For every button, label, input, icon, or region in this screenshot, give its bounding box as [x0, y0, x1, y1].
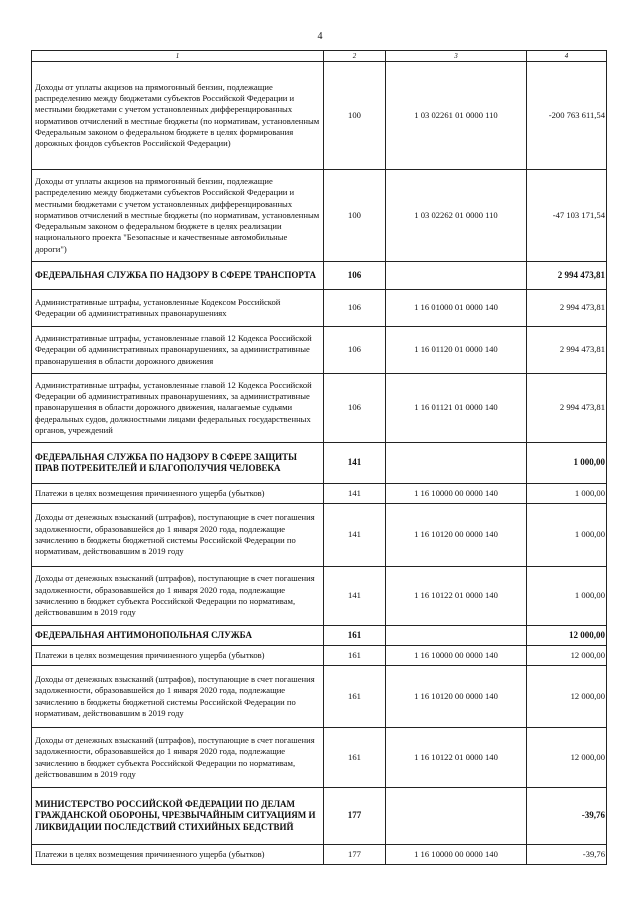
column-header-1: 1: [32, 51, 324, 62]
table-row: [32, 62, 607, 170]
amount-cell: 2 994 473,81: [527, 327, 607, 374]
admin-code-cell: 141: [324, 567, 386, 626]
description-cell: Доходы от уплаты акцизов на прямогонный бензин, подлежащие распределению между бюджетами субъектов Российской Федерации и местными бюджетами с учетом установленных дифференцированных нормативов отчислений в местные бюджеты (по нормативам, установленным Федеральным законом о федеральном бюджете в целях формирования дорожных фондов субъектов Российской Федерации): [32, 62, 324, 170]
classification-code-cell: 1 16 01000 01 0000 140: [386, 290, 527, 327]
agency-row: [32, 626, 607, 646]
amount-cell: 2 994 473,81: [527, 374, 607, 443]
column-number-header-row: [32, 51, 607, 62]
classification-code-cell: 1 16 10122 01 0000 140: [386, 567, 527, 626]
description-cell: Доходы от денежных взысканий (штрафов), поступающие в счет погашения задолженности, образовавшейся до 1 января 2020 года, подлежащие зачислению в бюджеты бюджетной системы Российской Федерации по нормативам, действовавшим в 2019 году: [32, 504, 324, 567]
agency-row: [32, 443, 607, 484]
column-header-3: 3: [386, 51, 527, 62]
admin-code-cell: 106: [324, 374, 386, 443]
description-cell: Доходы от уплаты акцизов на прямогонный бензин, подлежащие распределению между бюджетами субъектов Российской Федерации и местными бюджетами с учетом установленных дифференцированных нормативов отчислений в местные бюджеты (по нормативам, установленным Федеральным законом о федеральном бюджете в целях реализации национального проекта "Безопасные и качественные автомобильные дороги"): [32, 170, 324, 262]
column-header-4: 4: [527, 51, 607, 62]
admin-code-cell: 177: [324, 845, 386, 865]
amount-cell: 2 994 473,81: [527, 262, 607, 290]
classification-code-cell: 1 16 10120 00 0000 140: [386, 504, 527, 567]
admin-code-cell: 106: [324, 290, 386, 327]
classification-code-cell: [386, 262, 527, 290]
table-row: [32, 504, 607, 567]
admin-code-cell: 141: [324, 504, 386, 567]
classification-code-cell: 1 16 10122 01 0000 140: [386, 728, 527, 788]
amount-cell: 12 000,00: [527, 728, 607, 788]
classification-code-cell: 1 16 10120 00 0000 140: [386, 666, 527, 728]
admin-code-cell: 106: [324, 262, 386, 290]
classification-code-cell: [386, 626, 527, 646]
classification-code-cell: 1 16 10000 00 0000 140: [386, 845, 527, 865]
admin-code-cell: 161: [324, 728, 386, 788]
table-row: [32, 728, 607, 788]
admin-code-cell: 141: [324, 443, 386, 484]
agency-row: [32, 788, 607, 845]
classification-code-cell: [386, 788, 527, 845]
amount-cell: 2 994 473,81: [527, 290, 607, 327]
description-cell: ФЕДЕРАЛЬНАЯ СЛУЖБА ПО НАДЗОРУ В СФЕРЕ ЗАЩИТЫ ПРАВ ПОТРЕБИТЕЛЕЙ И БЛАГОПОЛУЧИЯ ЧЕЛОВЕКА: [32, 443, 324, 484]
admin-code-cell: 100: [324, 62, 386, 170]
description-cell: Платежи в целях возмещения причиненного ущерба (убытков): [32, 484, 324, 504]
column-header-2: 2: [324, 51, 386, 62]
amount-cell: 12 000,00: [527, 646, 607, 666]
table-row: [32, 666, 607, 728]
description-cell: МИНИСТЕРСТВО РОССИЙСКОЙ ФЕДЕРАЦИИ ПО ДЕЛАМ ГРАЖДАНСКОЙ ОБОРОНЫ, ЧРЕЗВЫЧАЙНЫМ СИТУАЦИЯМ И ЛИКВИДАЦИИ ПОСЛЕДСТВИЙ СТИХИЙНЫХ БЕДСТВИЙ: [32, 788, 324, 845]
table-row: [32, 290, 607, 327]
description-cell: Платежи в целях возмещения причиненного ущерба (убытков): [32, 646, 324, 666]
amount-cell: 1 000,00: [527, 484, 607, 504]
table-row: [32, 327, 607, 374]
description-cell: Платежи в целях возмещения причиненного ущерба (убытков): [32, 845, 324, 865]
revenue-table: [31, 50, 607, 865]
description-cell: Административные штрафы, установленные главой 12 Кодекса Российской Федерации об административных правонарушениях, за административные правонарушения в области дорожного движения, налагаемые судьями федеральных судов, должностными лицами федеральных государственных органов, учреждений: [32, 374, 324, 443]
classification-code-cell: 1 03 02262 01 0000 110: [386, 170, 527, 262]
table-row: [32, 170, 607, 262]
amount-cell: 1 000,00: [527, 567, 607, 626]
classification-code-cell: 1 16 01121 01 0000 140: [386, 374, 527, 443]
table-row: [32, 374, 607, 443]
description-cell: Доходы от денежных взысканий (штрафов), поступающие в счет погашения задолженности, образовавшейся до 1 января 2020 года, подлежащие зачислению в бюджет субъекта Российской Федерации по нормативам, действовавшим в 2019 году: [32, 567, 324, 626]
amount-cell: 1 000,00: [527, 504, 607, 567]
amount-cell: 1 000,00: [527, 443, 607, 484]
classification-code-cell: [386, 443, 527, 484]
amount-cell: -47 103 171,54: [527, 170, 607, 262]
classification-code-cell: 1 16 01120 01 0000 140: [386, 327, 527, 374]
amount-cell: -39,76: [527, 845, 607, 865]
admin-code-cell: 161: [324, 626, 386, 646]
description-cell: Доходы от денежных взысканий (штрафов), поступающие в счет погашения задолженности, образовавшейся до 1 января 2020 года, подлежащие зачислению в бюджет субъекта Российской Федерации по нормативам, действовавшим в 2019 году: [32, 728, 324, 788]
classification-code-cell: 1 03 02261 01 0000 110: [386, 62, 527, 170]
classification-code-cell: 1 16 10000 00 0000 140: [386, 646, 527, 666]
admin-code-cell: 161: [324, 666, 386, 728]
classification-code-cell: 1 16 10000 00 0000 140: [386, 484, 527, 504]
description-cell: Административные штрафы, установленные Кодексом Российской Федерации об административных правонарушениях: [32, 290, 324, 327]
description-cell: Доходы от денежных взысканий (штрафов), поступающие в счет погашения задолженности, образовавшейся до 1 января 2020 года, подлежащие зачислению в бюджеты бюджетной системы Российской Федерации по нормативам, действовавшим в 2019 году: [32, 666, 324, 728]
admin-code-cell: 177: [324, 788, 386, 845]
admin-code-cell: 161: [324, 646, 386, 666]
amount-cell: -39,76: [527, 788, 607, 845]
table-row: [32, 646, 607, 666]
table-row: [32, 567, 607, 626]
admin-code-cell: 106: [324, 327, 386, 374]
page-number: 4: [317, 31, 323, 42]
description-cell: ФЕДЕРАЛЬНАЯ СЛУЖБА ПО НАДЗОРУ В СФЕРЕ ТРАНСПОРТА: [32, 262, 324, 290]
admin-code-cell: 100: [324, 170, 386, 262]
amount-cell: 12 000,00: [527, 666, 607, 728]
table-row: [32, 484, 607, 504]
description-cell: ФЕДЕРАЛЬНАЯ АНТИМОНОПОЛЬНАЯ СЛУЖБА: [32, 626, 324, 646]
amount-cell: 12 000,00: [527, 626, 607, 646]
amount-cell: -200 763 611,54: [527, 62, 607, 170]
table-row: [32, 845, 607, 865]
agency-row: [32, 262, 607, 290]
admin-code-cell: 141: [324, 484, 386, 504]
description-cell: Административные штрафы, установленные главой 12 Кодекса Российской Федерации об административных правонарушениях, за административные правонарушения в области дорожного движения: [32, 327, 324, 374]
